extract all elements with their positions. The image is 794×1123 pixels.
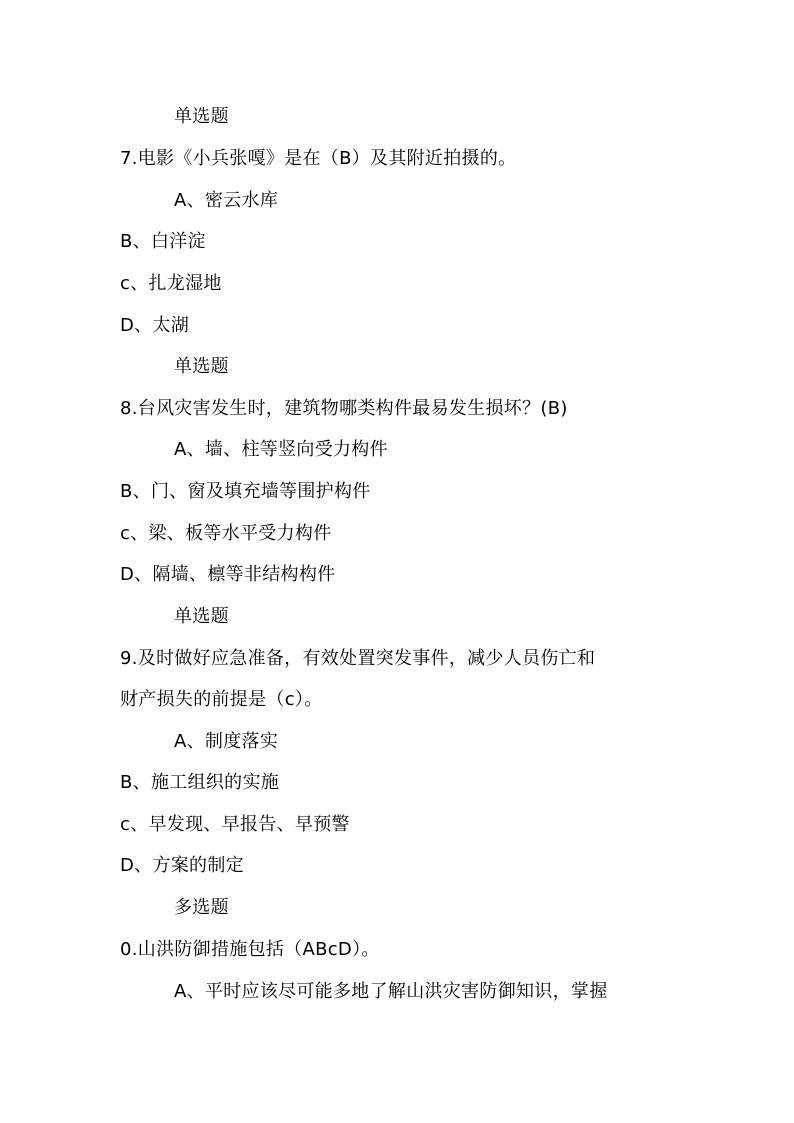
option-c: c、早发现、早报告、早预警 [120, 814, 350, 835]
question-type-label: 多选题 [174, 897, 229, 918]
question-text: 8.台风灾害发生时，建筑物哪类构件最易发生损坏？(B) [120, 398, 568, 419]
question-text-continuation: 财产损失的前提是（c）。 [120, 689, 323, 710]
question-text: 9.及时做好应急准备，有效处置突发事件，减少人员伤亡和 [120, 648, 596, 669]
question-type-label: 单选题 [174, 356, 229, 377]
question-type-label: 单选题 [174, 106, 229, 127]
option-c: c、梁、板等水平受力构件 [120, 523, 332, 544]
option-d: D、方案的制定 [120, 855, 244, 876]
question-text: 7.电影《小兵张嘎》是在（B）及其附近拍摄的。 [120, 148, 517, 169]
option-b: B、白洋淀 [120, 231, 206, 252]
option-a: A、密云水库 [174, 190, 279, 211]
option-b: B、门、窗及填充墙等围护构件 [120, 481, 371, 502]
option-d: D、太湖 [120, 315, 190, 336]
option-a: A、制度落实 [174, 731, 279, 752]
option-a: A、墙、柱等竖向受力构件 [174, 439, 388, 460]
question-text: 0.山洪防御措施包括（ABcD）。 [120, 939, 380, 960]
option-c: c、扎龙湿地 [120, 273, 222, 294]
option-b: B、施工组织的实施 [120, 772, 280, 793]
option-a: A、平时应该尽可能多地了解山洪灾害防御知识，掌握 [174, 981, 608, 1002]
option-d: D、隔墙、檩等非结构构件 [120, 564, 336, 585]
question-type-label: 单选题 [174, 606, 229, 627]
